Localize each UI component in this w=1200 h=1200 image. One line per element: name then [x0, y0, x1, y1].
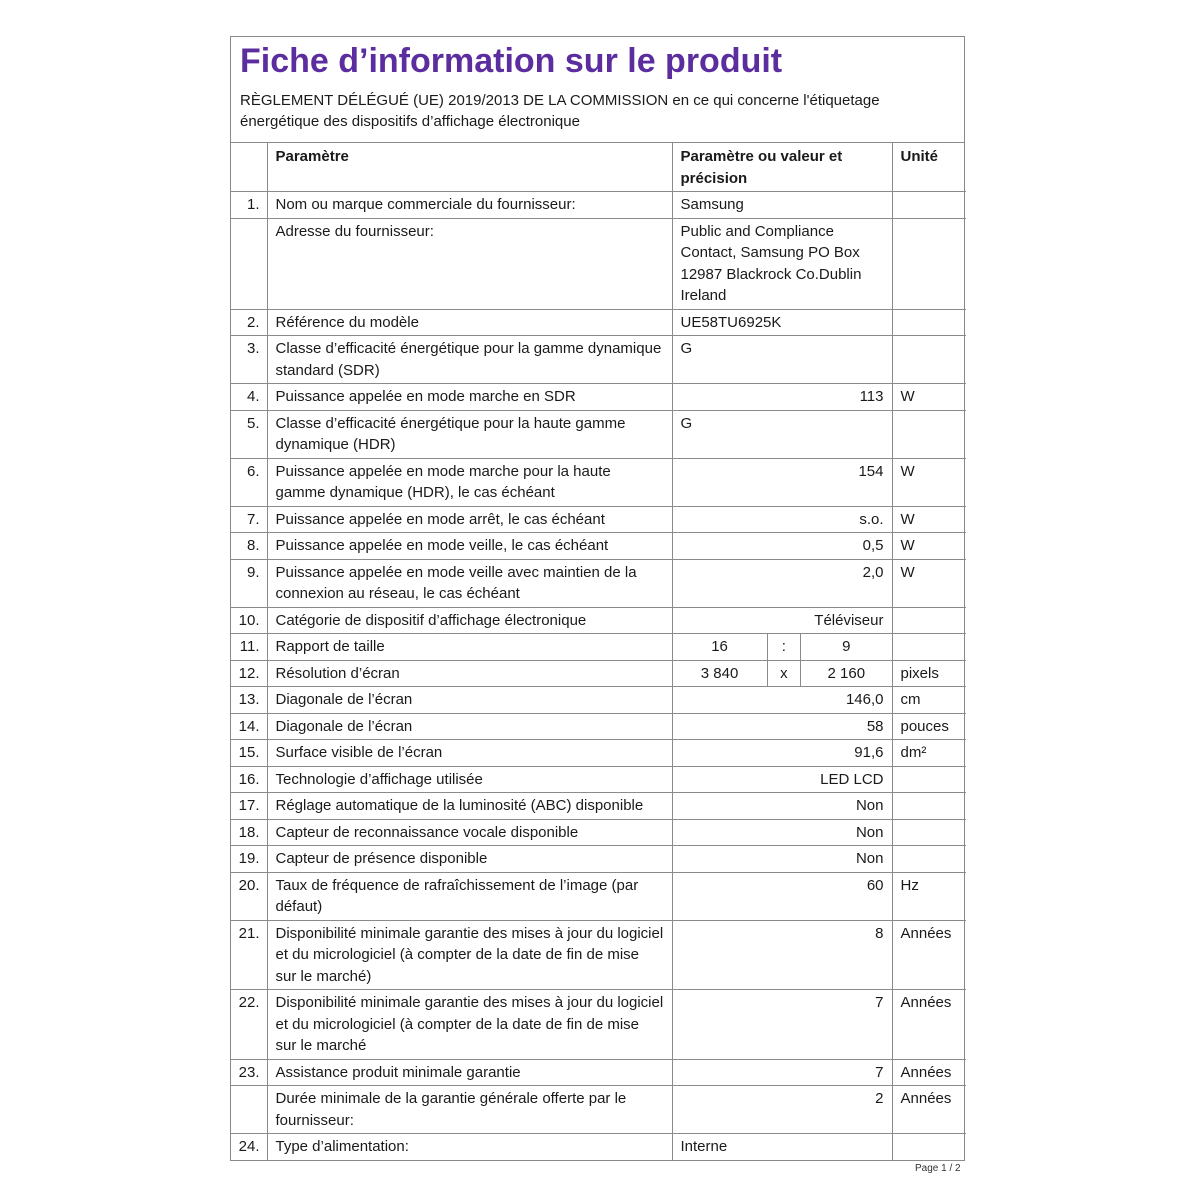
row-number: 19. — [231, 846, 267, 873]
col-header-unit: Unité — [892, 143, 966, 192]
row-number: 15. — [231, 740, 267, 767]
row-number: 10. — [231, 607, 267, 634]
table-row — [231, 192, 966, 219]
table-row — [231, 713, 966, 740]
regulation-subtitle: RÈGLEMENT DÉLÉGUÉ (UE) 2019/2013 DE LA COMMISSION en ce qui concerne l'étiquetage énergétique des dispositifs d’affichage électronique — [240, 92, 880, 131]
row-number: 18. — [231, 819, 267, 846]
row-value: G — [672, 410, 892, 458]
row-number: 17. — [231, 793, 267, 820]
row-number: 11. — [231, 634, 267, 661]
table-header-row — [231, 143, 966, 192]
parameters-table — [231, 143, 966, 1160]
row-value: 60 — [672, 872, 892, 920]
table-row — [231, 660, 966, 687]
table-row — [231, 336, 966, 384]
row-number: 3. — [231, 336, 267, 384]
row-number: 6. — [231, 458, 267, 506]
table-row — [231, 1059, 966, 1086]
page-number: Page 1 / 2 — [915, 1163, 961, 1174]
header — [231, 37, 964, 143]
col-header-value: Paramètre ou valeur et précision — [672, 143, 892, 192]
row-unit: W — [892, 458, 966, 506]
table-row — [231, 793, 966, 820]
row-number: 23. — [231, 1059, 267, 1086]
row-unit — [892, 607, 966, 634]
row-value: Samsung — [672, 192, 892, 219]
row-unit: Années — [892, 1059, 966, 1086]
row-value: Téléviseur — [672, 607, 892, 634]
table-row — [231, 990, 966, 1060]
row-value: LED LCD — [672, 766, 892, 793]
row-parameter: Assistance produit minimale garantie — [267, 1059, 672, 1086]
row-parameter: Adresse du fournisseur: — [267, 218, 672, 309]
row-parameter: Puissance appelée en mode marche pour la haute gamme dynamique (HDR), le cas échéant — [267, 458, 672, 506]
row-parameter: Catégorie de dispositif d’affichage électronique — [267, 607, 672, 634]
row-unit — [892, 336, 966, 384]
row-parameter: Capteur de présence disponible — [267, 846, 672, 873]
row-number: 22. — [231, 990, 267, 1060]
value-separator: x — [767, 661, 800, 687]
row-value: 146,0 — [672, 687, 892, 714]
row-number: 20. — [231, 872, 267, 920]
row-parameter: Diagonale de l’écran — [267, 713, 672, 740]
row-unit — [892, 218, 966, 309]
table-row — [231, 766, 966, 793]
row-parameter: Diagonale de l’écran — [267, 687, 672, 714]
row-number — [231, 218, 267, 309]
row-parameter: Capteur de reconnaissance vocale disponible — [267, 819, 672, 846]
row-unit: Années — [892, 1086, 966, 1134]
value-left: 16 — [711, 638, 728, 656]
row-parameter: Puissance appelée en mode marche en SDR — [267, 384, 672, 411]
row-value: Non — [672, 819, 892, 846]
row-parameter: Classe d’efficacité énergétique pour la gamme dynamique standard (SDR) — [267, 336, 672, 384]
row-value: 0,5 — [672, 533, 892, 560]
row-value: 154 — [672, 458, 892, 506]
table-row — [231, 740, 966, 767]
row-value — [672, 660, 892, 687]
table-row — [231, 819, 966, 846]
row-value: 7 — [672, 990, 892, 1060]
table-row — [231, 559, 966, 607]
row-value: 8 — [672, 920, 892, 990]
table-row — [231, 458, 966, 506]
row-value: 7 — [672, 1059, 892, 1086]
row-unit: W — [892, 384, 966, 411]
row-parameter: Disponibilité minimale garantie des mises à jour du logiciel et du micrologiciel (à compter de la date de fin de mise sur le marché — [267, 990, 672, 1060]
row-unit: pouces — [892, 713, 966, 740]
row-unit: W — [892, 533, 966, 560]
row-unit — [892, 766, 966, 793]
table-row — [231, 1134, 966, 1160]
row-parameter: Surface visible de l’écran — [267, 740, 672, 767]
table-row — [231, 607, 966, 634]
col-header-number — [231, 143, 267, 192]
row-parameter: Puissance appelée en mode veille avec maintien de la connexion au réseau, le cas échéant — [267, 559, 672, 607]
value-pair — [673, 661, 892, 687]
row-unit: Années — [892, 990, 966, 1060]
table-row — [231, 309, 966, 336]
table-row — [231, 687, 966, 714]
row-unit: dm² — [892, 740, 966, 767]
value-separator: : — [767, 634, 800, 660]
row-value: Public and Compliance Contact, Samsung PO Box 12987 Blackrock Co.Dublin Ireland — [672, 218, 892, 309]
row-parameter: Référence du modèle — [267, 309, 672, 336]
row-value: 58 — [672, 713, 892, 740]
value-right: 2 160 — [827, 664, 866, 682]
row-unit: Années — [892, 920, 966, 990]
row-number: 14. — [231, 713, 267, 740]
row-unit — [892, 846, 966, 873]
row-unit: pixels — [892, 660, 966, 687]
row-unit: W — [892, 506, 966, 533]
row-value: 113 — [672, 384, 892, 411]
row-number: 4. — [231, 384, 267, 411]
row-unit: cm — [892, 687, 966, 714]
row-value: Interne — [672, 1134, 892, 1160]
row-parameter: Nom ou marque commerciale du fournisseur: — [267, 192, 672, 219]
row-parameter: Rapport de taille — [267, 634, 672, 661]
row-parameter: Résolution d’écran — [267, 660, 672, 687]
row-parameter: Taux de fréquence de rafraîchissement de l’image (par défaut) — [267, 872, 672, 920]
table-row — [231, 218, 966, 309]
table-row — [231, 872, 966, 920]
row-parameter: Classe d’efficacité énergétique pour la haute gamme dynamique (HDR) — [267, 410, 672, 458]
row-parameter: Puissance appelée en mode veille, le cas échéant — [267, 533, 672, 560]
row-unit — [892, 410, 966, 458]
table-row — [231, 506, 966, 533]
row-value: 2,0 — [672, 559, 892, 607]
row-number: 1. — [231, 192, 267, 219]
table-row — [231, 920, 966, 990]
row-unit — [892, 309, 966, 336]
row-number: 8. — [231, 533, 267, 560]
row-number: 13. — [231, 687, 267, 714]
row-number: 12. — [231, 660, 267, 687]
value-pair — [673, 634, 892, 660]
row-value: s.o. — [672, 506, 892, 533]
row-parameter: Type d’alimentation: — [267, 1134, 672, 1160]
product-info-sheet — [230, 36, 965, 1161]
row-number: 24. — [231, 1134, 267, 1160]
table-row — [231, 634, 966, 661]
row-parameter: Réglage automatique de la luminosité (ABC) disponible — [267, 793, 672, 820]
row-number: 21. — [231, 920, 267, 990]
row-value: 2 — [672, 1086, 892, 1134]
value-right: 9 — [842, 638, 851, 656]
row-unit — [892, 793, 966, 820]
table-row — [231, 533, 966, 560]
row-value: UE58TU6925K — [672, 309, 892, 336]
row-number: 16. — [231, 766, 267, 793]
row-unit — [892, 634, 966, 661]
table-row — [231, 846, 966, 873]
page-title: Fiche d’information sur le produit — [240, 42, 783, 80]
row-unit: W — [892, 559, 966, 607]
col-header-parameter: Paramètre — [267, 143, 672, 192]
row-parameter: Technologie d’affichage utilisée — [267, 766, 672, 793]
table-row — [231, 384, 966, 411]
row-parameter: Durée minimale de la garantie générale offerte par le fournisseur: — [267, 1086, 672, 1134]
row-unit — [892, 1134, 966, 1160]
row-value: Non — [672, 846, 892, 873]
table-row — [231, 410, 966, 458]
row-value: 91,6 — [672, 740, 892, 767]
row-value: G — [672, 336, 892, 384]
row-unit — [892, 192, 966, 219]
table-row — [231, 1086, 966, 1134]
row-number: 7. — [231, 506, 267, 533]
row-number: 2. — [231, 309, 267, 336]
row-parameter: Puissance appelée en mode arrêt, le cas échéant — [267, 506, 672, 533]
value-left: 3 840 — [700, 664, 739, 682]
row-value: Non — [672, 793, 892, 820]
row-number — [231, 1086, 267, 1134]
row-number: 9. — [231, 559, 267, 607]
row-value — [672, 634, 892, 661]
row-unit — [892, 819, 966, 846]
row-number: 5. — [231, 410, 267, 458]
row-parameter: Disponibilité minimale garantie des mises à jour du logiciel et du micrologiciel (à compter de la date de fin de mise sur le marché) — [267, 920, 672, 990]
row-unit: Hz — [892, 872, 966, 920]
